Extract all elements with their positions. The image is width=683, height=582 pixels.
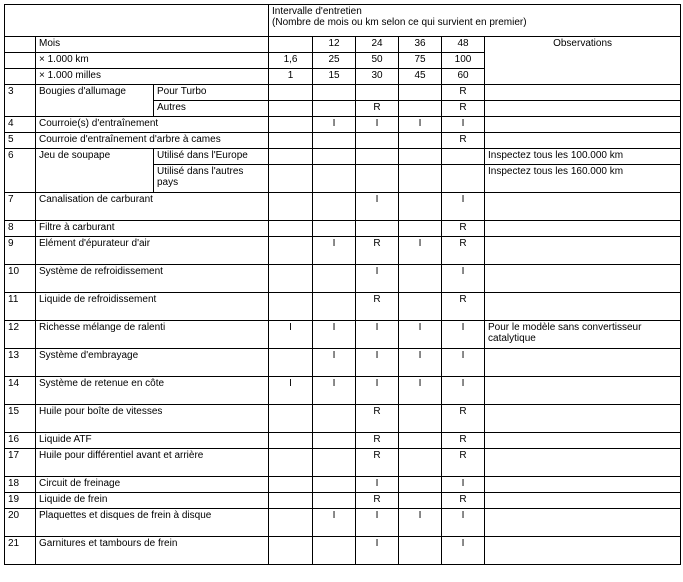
row-item-label: Filtre à carburant — [36, 221, 269, 237]
table-row — [5, 117, 681, 133]
schedule-mark-cell: I — [399, 237, 442, 265]
row-sub-label: Utilisé dans l'autres pays — [154, 165, 269, 193]
schedule-mark-cell: I — [356, 349, 399, 377]
maintenance-schedule-table — [4, 4, 681, 565]
km-cell: 1,6 — [269, 53, 313, 69]
schedule-mark-cell: I — [313, 349, 356, 377]
table-row — [5, 509, 681, 537]
row-sub-label: Pour Turbo — [154, 85, 269, 101]
table-row — [5, 193, 681, 221]
observations-header: Observations — [485, 37, 681, 85]
schedule-mark-cell: R — [442, 449, 485, 477]
row-item-label: Elément d'épurateur d'air — [36, 237, 269, 265]
row-item-label: Liquide de refroidissement — [36, 293, 269, 321]
row-number: 13 — [5, 349, 36, 377]
schedule-mark-cell: I — [356, 477, 399, 493]
schedule-mark-cell — [269, 101, 313, 117]
table-row — [5, 405, 681, 433]
schedule-mark-cell — [442, 165, 485, 193]
observation-cell — [485, 85, 681, 101]
table-row — [5, 349, 681, 377]
schedule-mark-cell — [313, 433, 356, 449]
miles-cell: 60 — [442, 69, 485, 85]
row-number: 20 — [5, 509, 36, 537]
schedule-mark-cell: I — [356, 509, 399, 537]
schedule-mark-cell: I — [356, 265, 399, 293]
schedule-mark-cell — [356, 221, 399, 237]
schedule-mark-cell — [269, 133, 313, 149]
schedule-mark-cell — [399, 433, 442, 449]
schedule-mark-cell — [313, 449, 356, 477]
observation-cell — [485, 221, 681, 237]
row-number: 19 — [5, 493, 36, 509]
schedule-mark-cell — [313, 85, 356, 101]
schedule-mark-cell: R — [442, 293, 485, 321]
schedule-mark-cell — [269, 193, 313, 221]
schedule-mark-cell — [356, 165, 399, 193]
schedule-mark-cell — [399, 85, 442, 101]
schedule-mark-cell — [313, 537, 356, 565]
schedule-mark-cell — [313, 165, 356, 193]
schedule-mark-cell — [313, 493, 356, 509]
observation-cell — [485, 377, 681, 405]
schedule-mark-cell: I — [356, 377, 399, 405]
interval-subtitle: (Nombre de mois ou km selon ce qui survient en premier) — [272, 17, 527, 28]
table-row — [5, 493, 681, 509]
schedule-mark-cell — [399, 149, 442, 165]
row-number: 9 — [5, 237, 36, 265]
observation-cell — [485, 237, 681, 265]
interval-title: Intervalle d'entretien — [272, 6, 362, 17]
schedule-mark-cell — [313, 293, 356, 321]
schedule-mark-cell: I — [399, 117, 442, 133]
month-cell — [269, 37, 313, 53]
schedule-mark-cell: I — [442, 193, 485, 221]
schedule-mark-cell: I — [269, 321, 313, 349]
schedule-mark-cell — [399, 537, 442, 565]
schedule-mark-cell — [399, 477, 442, 493]
blank-cell — [5, 53, 36, 69]
schedule-mark-cell — [399, 133, 442, 149]
observation-cell — [485, 117, 681, 133]
row-number: 14 — [5, 377, 36, 405]
row-number: 6 — [5, 149, 36, 193]
schedule-mark-cell — [442, 149, 485, 165]
observation-cell — [485, 493, 681, 509]
schedule-mark-cell — [313, 265, 356, 293]
schedule-mark-cell: R — [442, 405, 485, 433]
observation-cell — [485, 193, 681, 221]
schedule-mark-cell: R — [442, 133, 485, 149]
schedule-mark-cell — [269, 293, 313, 321]
table-row — [5, 477, 681, 493]
row-number: 11 — [5, 293, 36, 321]
row-number: 7 — [5, 193, 36, 221]
row-number: 17 — [5, 449, 36, 477]
table-body — [5, 5, 681, 565]
schedule-mark-cell — [399, 101, 442, 117]
table-row — [5, 221, 681, 237]
schedule-mark-cell: I — [442, 537, 485, 565]
row-item-label: Système d'embrayage — [36, 349, 269, 377]
table-row — [5, 321, 681, 349]
row-item-label: Liquide de frein — [36, 493, 269, 509]
row-item-label: Huile pour différentiel avant et arrière — [36, 449, 269, 477]
km-cell: 50 — [356, 53, 399, 69]
miles-cell: 30 — [356, 69, 399, 85]
observation-cell — [485, 405, 681, 433]
row-item-label: Richesse mélange de ralenti — [36, 321, 269, 349]
schedule-mark-cell — [313, 193, 356, 221]
schedule-mark-cell: I — [442, 117, 485, 133]
schedule-mark-cell: I — [313, 509, 356, 537]
schedule-mark-cell — [399, 221, 442, 237]
observation-cell — [485, 293, 681, 321]
observation-cell — [485, 101, 681, 117]
table-row — [5, 85, 681, 101]
row-number: 18 — [5, 477, 36, 493]
schedule-mark-cell: I — [356, 537, 399, 565]
row-number: 5 — [5, 133, 36, 149]
schedule-mark-cell — [269, 85, 313, 101]
schedule-mark-cell — [269, 221, 313, 237]
row-number: 12 — [5, 321, 36, 349]
schedule-mark-cell — [399, 165, 442, 193]
schedule-mark-cell — [269, 493, 313, 509]
schedule-mark-cell: I — [356, 193, 399, 221]
row-item-label: Garnitures et tambours de frein — [36, 537, 269, 565]
schedule-mark-cell: I — [313, 321, 356, 349]
schedule-mark-cell — [399, 449, 442, 477]
observation-cell: Pour le modèle sans convertisseur catalytique — [485, 321, 681, 349]
row-number: 8 — [5, 221, 36, 237]
schedule-mark-cell: R — [356, 237, 399, 265]
schedule-mark-cell: R — [356, 433, 399, 449]
schedule-mark-cell — [269, 349, 313, 377]
miles-label: × 1.000 milles — [36, 69, 269, 85]
schedule-mark-cell: R — [442, 237, 485, 265]
schedule-mark-cell: R — [442, 85, 485, 101]
blank-cell — [5, 69, 36, 85]
row-item-label: Liquide ATF — [36, 433, 269, 449]
row-number: 10 — [5, 265, 36, 293]
km-cell: 25 — [313, 53, 356, 69]
schedule-mark-cell — [313, 101, 356, 117]
km-cell: 100 — [442, 53, 485, 69]
interval-header — [269, 5, 681, 37]
schedule-mark-cell: R — [356, 493, 399, 509]
schedule-mark-cell: I — [356, 321, 399, 349]
schedule-mark-cell — [269, 265, 313, 293]
row-number: 21 — [5, 537, 36, 565]
schedule-mark-cell: I — [442, 265, 485, 293]
table-row — [5, 293, 681, 321]
month-cell: 12 — [313, 37, 356, 53]
table-row — [5, 133, 681, 149]
schedule-mark-cell: I — [442, 321, 485, 349]
row-number: 3 — [5, 85, 36, 117]
schedule-mark-cell — [313, 221, 356, 237]
schedule-mark-cell: R — [442, 433, 485, 449]
month-cell: 48 — [442, 37, 485, 53]
month-cell: 36 — [399, 37, 442, 53]
schedule-mark-cell — [399, 193, 442, 221]
schedule-mark-cell: R — [356, 293, 399, 321]
observation-cell — [485, 477, 681, 493]
schedule-mark-cell — [269, 405, 313, 433]
table-row — [5, 537, 681, 565]
row-number: 4 — [5, 117, 36, 133]
schedule-mark-cell — [399, 265, 442, 293]
schedule-mark-cell: I — [442, 349, 485, 377]
km-cell: 75 — [399, 53, 442, 69]
row-item-label: Circuit de freinage — [36, 477, 269, 493]
schedule-mark-cell — [356, 133, 399, 149]
schedule-mark-cell — [269, 449, 313, 477]
table-row — [5, 433, 681, 449]
schedule-mark-cell — [399, 493, 442, 509]
schedule-mark-cell — [269, 237, 313, 265]
row-number: 16 — [5, 433, 36, 449]
observation-cell — [485, 509, 681, 537]
schedule-mark-cell — [269, 477, 313, 493]
month-cell: 24 — [356, 37, 399, 53]
schedule-mark-cell: I — [313, 377, 356, 405]
schedule-mark-cell — [356, 149, 399, 165]
blank-cell — [5, 37, 36, 53]
schedule-mark-cell — [269, 433, 313, 449]
corner-blank-cell — [5, 5, 269, 37]
table-row — [5, 149, 681, 165]
schedule-mark-cell — [313, 405, 356, 433]
schedule-mark-cell: R — [356, 405, 399, 433]
schedule-mark-cell: R — [442, 101, 485, 117]
row-item-label: Système de refroidissement — [36, 265, 269, 293]
schedule-mark-cell: I — [399, 377, 442, 405]
schedule-mark-cell: I — [399, 509, 442, 537]
schedule-mark-cell: I — [442, 377, 485, 405]
row-sub-label: Utilisé dans l'Europe — [154, 149, 269, 165]
observation-cell: Inspectez tous les 160.000 km — [485, 165, 681, 193]
row-sub-label: Autres — [154, 101, 269, 117]
row-item-label: Courroie d'entraînement d'arbre à cames — [36, 133, 269, 149]
schedule-mark-cell — [269, 149, 313, 165]
months-label: Mois — [36, 37, 269, 53]
months-row — [5, 37, 681, 53]
schedule-mark-cell: I — [313, 117, 356, 133]
schedule-mark-cell — [269, 117, 313, 133]
row-item-label: Bougies d'allumage — [36, 85, 154, 117]
observation-cell — [485, 133, 681, 149]
observation-cell — [485, 449, 681, 477]
table-row — [5, 449, 681, 477]
table-row — [5, 265, 681, 293]
schedule-mark-cell: R — [442, 493, 485, 509]
row-item-label: Plaquettes et disques de frein à disque — [36, 509, 269, 537]
observation-cell — [485, 265, 681, 293]
schedule-mark-cell: I — [442, 477, 485, 493]
schedule-mark-cell — [399, 293, 442, 321]
observation-cell — [485, 433, 681, 449]
table-row — [5, 237, 681, 265]
schedule-mark-cell — [269, 509, 313, 537]
schedule-mark-cell: I — [399, 321, 442, 349]
observation-cell — [485, 537, 681, 565]
miles-cell: 45 — [399, 69, 442, 85]
km-label: × 1.000 km — [36, 53, 269, 69]
observation-cell — [485, 349, 681, 377]
row-item-label: Jeu de soupape — [36, 149, 154, 193]
table-row — [5, 377, 681, 405]
schedule-mark-cell — [399, 405, 442, 433]
schedule-mark-cell: R — [442, 221, 485, 237]
schedule-mark-cell — [313, 477, 356, 493]
schedule-mark-cell: I — [269, 377, 313, 405]
schedule-mark-cell: R — [356, 449, 399, 477]
row-item-label: Système de retenue en côte — [36, 377, 269, 405]
schedule-mark-cell — [269, 537, 313, 565]
row-item-label: Huile pour boîte de vitesses — [36, 405, 269, 433]
observation-cell: Inspectez tous les 100.000 km — [485, 149, 681, 165]
row-number: 15 — [5, 405, 36, 433]
schedule-mark-cell — [313, 149, 356, 165]
schedule-mark-cell: I — [442, 509, 485, 537]
miles-cell: 1 — [269, 69, 313, 85]
row-item-label: Courroie(s) d'entraînement — [36, 117, 269, 133]
schedule-mark-cell: I — [313, 237, 356, 265]
row-item-label: Canalisation de carburant — [36, 193, 269, 221]
schedule-mark-cell — [356, 85, 399, 101]
miles-cell: 15 — [313, 69, 356, 85]
schedule-mark-cell — [269, 165, 313, 193]
schedule-mark-cell: R — [356, 101, 399, 117]
schedule-mark-cell: I — [356, 117, 399, 133]
header-interval-row — [5, 5, 681, 37]
schedule-mark-cell: I — [399, 349, 442, 377]
schedule-mark-cell — [313, 133, 356, 149]
